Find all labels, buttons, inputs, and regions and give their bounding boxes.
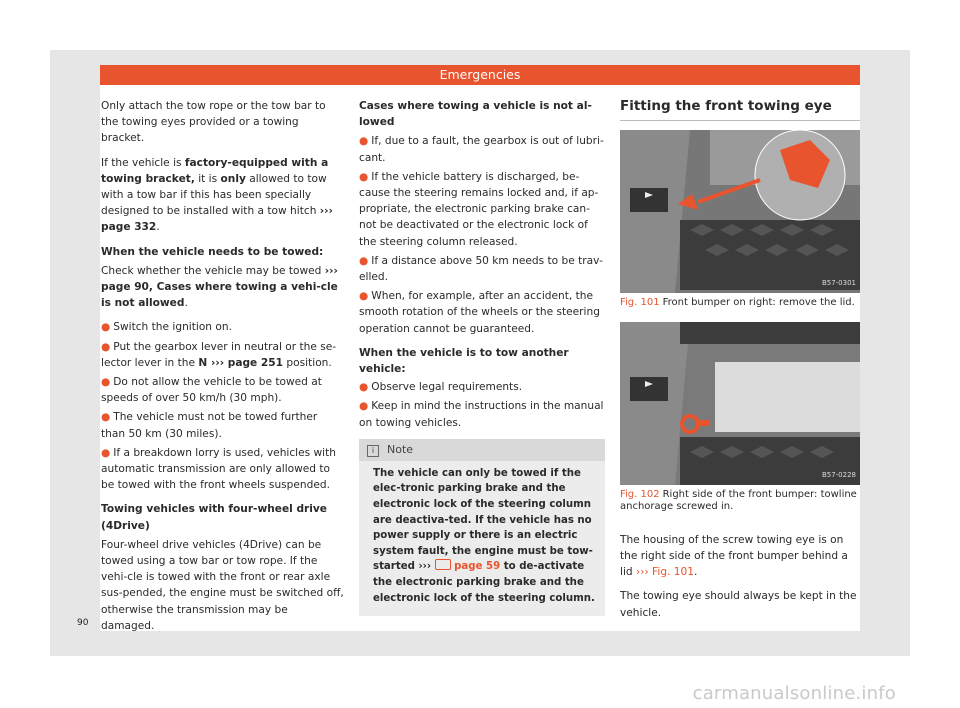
list-item (101, 374, 344, 406)
text: Keep in mind the instructions in the manual on towing vehicles. (359, 400, 604, 429)
figure-bumper-lid (620, 130, 860, 293)
list-item (101, 319, 344, 335)
info-icon: i (367, 445, 379, 457)
list-item (101, 409, 344, 441)
subheading: Cases where towing a vehicle is not al-lowed (359, 100, 592, 129)
list-item (101, 339, 344, 371)
figure-code: B57-0228 (821, 470, 856, 479)
note-text (359, 461, 605, 616)
text: If the vehicle battery is discharged, be-cause the steering remains locked and, if ap-propriate, the electronic parking brake can-not be deactivated or the electronic lock of the steering column released. (359, 170, 599, 248)
list-item (359, 398, 605, 430)
paragraph: If the vehicle is factory-equipped with a towing bracket, it is only allowed to tow with a tow bar if this has been specially designed to be installed with a tow hitch ››› page 332. (101, 156, 333, 234)
page-reference-link[interactable]: page 59 (450, 561, 501, 573)
bullet-icon: ● (359, 254, 369, 267)
text: Put the gearbox lever in neutral or the se-lector lever in the (101, 340, 337, 369)
bullet-icon: ● (101, 376, 111, 389)
page-reference-link[interactable]: N ››› page 251 (198, 356, 284, 369)
list-item (359, 379, 605, 395)
section-title: Fitting the front towing eye (620, 98, 860, 121)
figure-towing-eye (620, 322, 860, 485)
text: If a distance above 50 km needs to be trav-elled. (359, 254, 603, 284)
bullet-icon: ● (359, 381, 369, 394)
engine-warning-icon (435, 559, 451, 570)
text: Do not allow the vehicle to be towed at speeds of over 50 km/h (30 mph). (101, 376, 322, 405)
text: Right side of the front bumper: towline anchorage screwed in. (620, 488, 857, 513)
figure-caption (620, 297, 860, 310)
list-item (359, 169, 605, 250)
figure-caption (620, 489, 860, 514)
page-reference-link[interactable]: ››› page 90, Cases where towing a vehi-cle is not allowed (101, 264, 338, 310)
paragraph: Only attach the tow rope or the tow bar to the towing eyes provided or a towing bracket. (101, 100, 326, 145)
text: If a breakdown lorry is used, vehicles with automatic transmission are only allowed to be towed with the front wheels suspended. (101, 446, 336, 492)
text: Check whether the vehicle may be towed (101, 264, 325, 277)
text: The vehicle can only be towed if the elec-tronic parking brake and the electronic lock of the steering column are deactiva-ted. If the vehicle has no power supply or there is an electric system fault, the engine must be tow-started ››› (373, 467, 593, 573)
note-title: Note (387, 442, 414, 456)
list-item (101, 445, 344, 494)
list-item (359, 288, 605, 337)
watermark: carmanualsonline.info (692, 683, 896, 704)
figure-number: Fig. 102 (620, 488, 660, 500)
bullet-icon: ● (101, 446, 111, 459)
paragraph: The housing of the screw towing eye is on the right side of the front bumper behind a lid ››› Fig. 101. (620, 533, 848, 579)
text: If, due to a fault, the gearbox is out of lubri-cant. (359, 135, 604, 164)
towing-eye-illustration (620, 322, 860, 485)
section-header: Emergencies (100, 65, 860, 85)
text: position. (283, 356, 332, 369)
bumper-lid-illustration (620, 130, 860, 293)
text: Front bumper on right: remove the lid. (662, 297, 855, 309)
bullet-icon: ● (359, 170, 369, 183)
bullet-icon: ● (101, 321, 111, 334)
column-1 (101, 98, 344, 642)
text: The housing of the screw towing eye is on the right side of the front bumper behind a lid (620, 533, 848, 579)
bullet-icon: ● (359, 400, 369, 413)
bullet-icon: ● (101, 340, 111, 353)
column-3 (620, 98, 860, 629)
text: factory-equipped with a towing bracket, (101, 156, 329, 185)
figure-reference-link[interactable]: ››› Fig. 101 (635, 566, 695, 579)
bullet-icon: ● (359, 135, 369, 148)
list-item (359, 253, 605, 285)
text: Switch the ignition on. (113, 321, 232, 334)
figure-number: Fig. 101 (620, 297, 660, 309)
text: When, for example, after an accident, the smooth rotation of the wheels or the steering operation cannot be guaranteed. (359, 290, 600, 335)
paragraph: The towing eye should always be kept in the vehicle. (620, 590, 857, 619)
list-item (359, 133, 605, 165)
text: allowed to tow with a tow bar if this has been specially designed to be installed with a tow hitch (101, 172, 327, 218)
figure-code: B57-0301 (821, 279, 856, 287)
text: Observe legal requirements. (371, 381, 523, 394)
text: If the vehicle is (101, 156, 185, 169)
bullet-icon: ● (101, 411, 111, 424)
text: only (220, 172, 246, 185)
text: it is (194, 172, 221, 185)
text: The vehicle must not be towed further than 50 km (30 miles). (101, 411, 318, 440)
paragraph: Four-wheel drive vehicles (4Drive) can be towed using a tow bar or tow rope. If the vehi-cle is towed with the front or rear axle sus-pended, the engine must be switched off, otherwise the transmission may be damaged. (101, 538, 344, 632)
subheading: When the vehicle needs to be towed: (101, 245, 324, 258)
subheading: Towing vehicles with four-wheel drive (4Drive) (101, 503, 327, 532)
note-box (359, 439, 605, 616)
column-2 (359, 98, 605, 616)
paragraph: Check whether the vehicle may be towed ››› page 90, Cases where towing a vehi-cle is not allowed. (101, 264, 338, 310)
page-reference-link[interactable]: ››› page 332 (101, 205, 333, 234)
text: to de-activate the electronic parking brake and the electronic lock of the steering column. (373, 561, 595, 604)
note-header (359, 439, 605, 461)
subheading: When the vehicle is to tow another vehicle: (359, 346, 569, 376)
bullet-icon: ● (359, 290, 369, 303)
page-number: 90 (77, 618, 89, 628)
